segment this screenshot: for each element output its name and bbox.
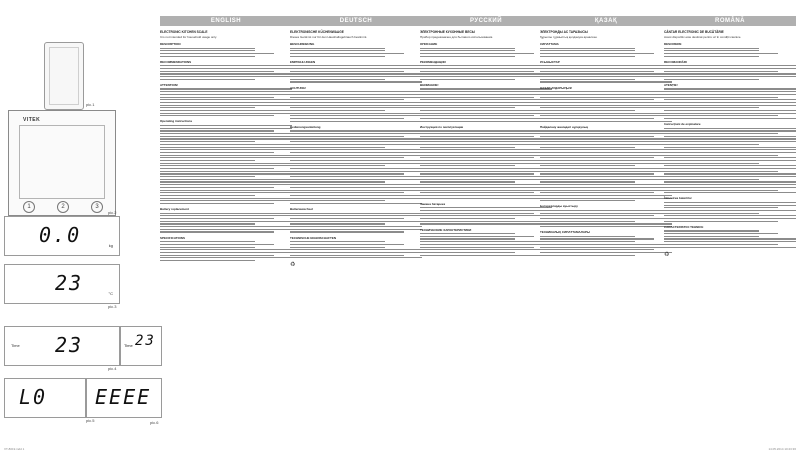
fig-6-label: pic.6	[150, 420, 159, 425]
section-heading: ACHTUNG!	[290, 85, 306, 90]
brand-logo: VITEK	[23, 117, 41, 123]
section-heading: Batteriewechsel	[290, 207, 313, 212]
column-title: ЭЛЕКТРОНДЫ АС ТАРАЗЫСЫ	[540, 30, 588, 34]
lcd-1-unit: kg	[108, 243, 113, 248]
section-heading: RECOMMENDATIONS	[160, 59, 192, 64]
column-title: ЭЛЕКТРОННЫЕ КУХОННЫЕ ВЕСЫ	[420, 30, 475, 34]
lcd-3-left: Time	[11, 343, 20, 348]
column-deutsch	[290, 16, 422, 268]
recycle-icon: ♻	[290, 262, 296, 269]
column-subtitle: Acest dispozitiv este destinat pentru uz în condiții casnice.	[664, 35, 742, 39]
section-heading: ATENȚIE!	[664, 82, 678, 87]
section-heading: Înlocuirea bateriilor	[664, 196, 692, 201]
column-english	[160, 16, 292, 261]
lcd-1-digits: 0.0	[39, 223, 82, 247]
lcd-figure-5	[4, 378, 86, 418]
section-heading: CARACTERISTICI TEHNICE	[664, 224, 704, 229]
section-heading: Батареяларды ауыстыру	[540, 204, 578, 209]
fig-1-label: pic.1	[86, 102, 95, 107]
section-heading: НАЗАР АУДАРЫҢЫЗ!	[540, 85, 573, 90]
fig-3-label: pic.3	[108, 304, 117, 309]
section-heading: Operating instructions	[160, 119, 193, 124]
lcd-figure-4	[120, 326, 162, 366]
lcd-4-left: Time	[124, 343, 133, 348]
section-heading: ATTENTION!	[160, 82, 178, 87]
column-header: ҚАЗАҚ	[540, 16, 672, 26]
button-b-icon: 2	[57, 201, 69, 213]
lcd-figure-6	[86, 378, 162, 418]
fig-4-label: pic.4	[108, 366, 117, 371]
lcd-4-digits: 23	[135, 333, 156, 349]
section-heading: BESCHREIBUNG	[290, 42, 315, 46]
column-subtitle: Dieses Gerät ist nur für den Haushaltsgebrauch bestimmt.	[290, 35, 368, 39]
section-heading: СИПАТТАМА	[540, 42, 559, 46]
section-heading: Замена батареек	[420, 201, 446, 206]
column-header: ROMÂNĂ	[664, 16, 796, 26]
recycle-icon: ♻	[664, 251, 670, 258]
section-heading: DESCRIERE	[664, 42, 682, 46]
column-kazakh	[540, 16, 672, 256]
fig-5-label: pic.5	[86, 418, 95, 423]
lcd-5-digits: L0	[19, 385, 48, 409]
lcd-2-unit: °C	[108, 291, 113, 296]
section-heading: ВНИМАНИЕ!	[420, 82, 439, 87]
section-heading: ТЕХНИЧЕСКИЕ ХАРАКТЕРИСТИКИ	[420, 227, 472, 232]
column-russian	[420, 16, 552, 256]
section-heading: ҰСЫНЫСТАР	[540, 59, 560, 64]
column-romanian	[664, 16, 796, 258]
section-heading: ОПИСАНИЕ	[420, 42, 438, 46]
scale-panel-illustration	[8, 110, 116, 216]
lcd-3-digits: 23	[55, 333, 84, 357]
column-subtitle: Құрылғы тұрмыстық қолдануға арналған.	[540, 35, 598, 39]
section-heading: РЕКОМЕНДАЦИИ	[420, 59, 446, 64]
button-c-icon: 3	[91, 201, 103, 213]
column-header: DEUTSCH	[290, 16, 422, 26]
section-heading: RECOMANDĂRI	[664, 59, 687, 64]
column-header: ENGLISH	[160, 16, 292, 26]
fig-2-label: pic.2	[108, 210, 117, 215]
column-title: CÂNTAR ELECTRONIC DE BUCĂTĂRIE	[664, 30, 724, 34]
section-heading: SPECIFICATIONS	[160, 235, 185, 240]
column-header: РУССКИЙ	[420, 16, 552, 26]
section-heading: Пайдалану жөніндегі нұсқаулық	[540, 124, 588, 129]
section-heading: TECHNISCHE EIGENSCHAFTEN	[290, 235, 337, 240]
lcd-2-digits: 23	[55, 271, 84, 295]
section-heading: Instrucțiuni de exploatare	[664, 122, 701, 127]
column-title: ELEKTRONISCHE KÜCHENWAAGE	[290, 30, 344, 34]
button-a-icon: 1	[23, 201, 35, 213]
section-heading: Battery replacement	[160, 207, 189, 212]
print-slug-left: VT-8019.indd 1	[4, 447, 25, 451]
lcd-figure-3	[4, 326, 120, 366]
lcd-6-digits: EEEE	[95, 385, 152, 409]
lcd-figure-1	[4, 216, 120, 256]
column-title: ELECTRONIC KITCHEN SCALE	[160, 30, 208, 34]
section-heading: DESCRIPTION	[160, 42, 181, 46]
lcd-figure-2	[4, 264, 120, 304]
section-heading: Bedienungsanleitung	[290, 124, 321, 129]
column-subtitle: Прибор предназначен для бытового использования.	[420, 35, 494, 39]
section-heading: ТЕХНИКАЛЫҚ СИПАТТАМАЛАРЫ	[540, 230, 590, 235]
section-heading: Инструкция по эксплуатации	[420, 124, 464, 129]
print-slug-right: 14.05.2014 10:23:36	[768, 447, 796, 451]
scale-illustration	[44, 42, 84, 110]
column-subtitle: It is not intended for household usage only.	[160, 35, 217, 39]
section-heading: EMPFEHLUNGEN	[290, 59, 316, 64]
